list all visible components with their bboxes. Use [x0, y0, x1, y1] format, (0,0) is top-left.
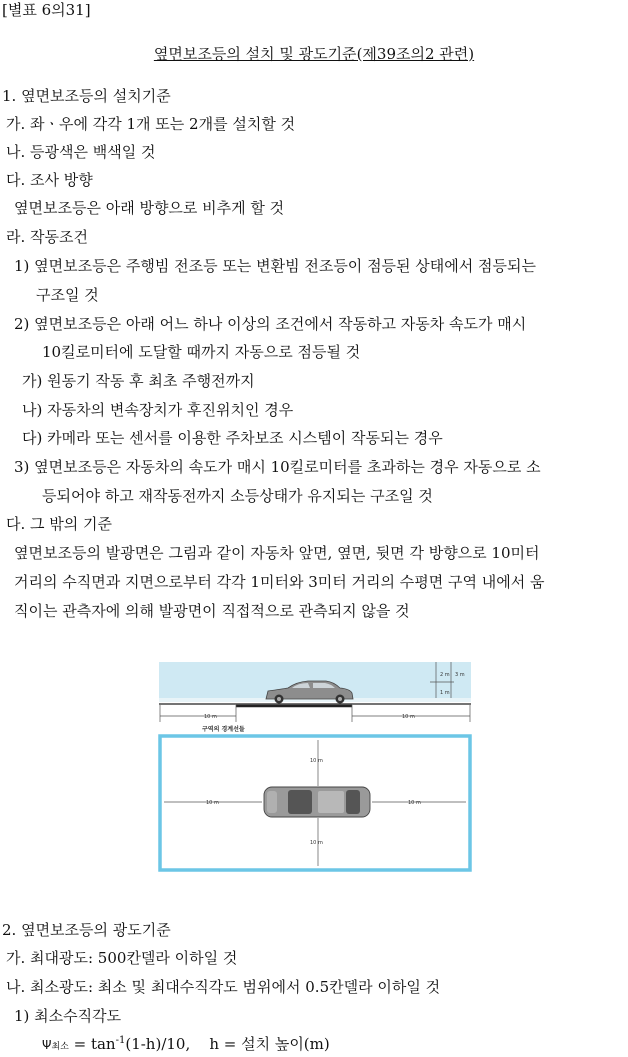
condition-1-line1: 1) 옆면보조등은 주행빔 전조등 또는 변환빔 전조등이 점등된 상태에서 점등되는	[14, 257, 536, 275]
observation-zone-figure	[158, 660, 472, 872]
condition-2-ga: 가) 원동기 작동 후 최초 주행전까지	[22, 372, 255, 390]
condition-1-line2: 구조일 것	[36, 286, 99, 304]
title-sub: (제39조의2 관련)	[356, 45, 475, 63]
label-10m-west: 10 m	[206, 800, 219, 806]
page-title	[0, 44, 628, 64]
condition-3-line2: 등되어야 하고 재작동전까지 소등상태가 유지되는 구조일 것	[42, 487, 433, 505]
condition-3-line1: 3) 옆면보조등은 자동차의 속도가 매시 10킬로미터를 초과하는 경우 자동으로 소	[14, 458, 541, 476]
formula-eq: = tan	[73, 1035, 116, 1053]
condition-2-da: 다) 카메라 또는 센서를 이용한 주차보조 시스템이 작동되는 경우	[22, 429, 443, 447]
boundary-label: 구역의 경계선들	[202, 726, 245, 733]
min-intensity: 나. 최소광도: 최소 및 최대수직각도 범위에서 0.5칸델라 이하일 것	[6, 978, 441, 996]
formula-h: h = 설치 높이(m)	[209, 1035, 330, 1053]
min-vertical-angle: 1) 최소수직각도	[14, 1007, 122, 1025]
other-text-line3: 직이는 관측자에 의해 발광면이 직접적으로 관측되지 않을 것	[14, 602, 410, 620]
label-10m-bottom: 10 m	[310, 840, 323, 846]
max-intensity: 가. 최대광도: 500칸델라 이하일 것	[6, 949, 238, 967]
formula-exp: -1	[115, 1035, 126, 1046]
condition-2-line2: 10킬로미터에 도달할 때까지 자동으로 점등될 것	[42, 343, 361, 361]
label-2m: 2 m	[440, 672, 450, 678]
item-da: 다. 조사 방향	[6, 171, 93, 189]
label-10m-left: 10 m	[204, 714, 217, 720]
item-ga: 가. 좌ㆍ우에 각각 1개 또는 2개를 설치할 것	[6, 115, 296, 133]
label-1m: 1 m	[440, 690, 450, 696]
min-angle-formula	[42, 1034, 330, 1057]
appendix-label: [별표 6의31]	[2, 1, 91, 19]
label-10m-east: 10 m	[408, 800, 421, 806]
label-10m-top: 10 m	[310, 758, 323, 764]
other-text-line1: 옆면보조등의 발광면은 그림과 같이 자동차 앞면, 옆면, 뒷면 각 방향으로 10미터	[14, 544, 540, 562]
other-text-line2: 거리의 수직면과 지면으로부터 각각 1미터와 3미터 거리의 수평면 구역 내에서 움	[14, 573, 545, 591]
item-na: 나. 등광색은 백색일 것	[6, 143, 156, 161]
label-3m: 3 m	[455, 672, 465, 678]
section2-heading: 2. 옆면보조등의 광도기준	[2, 921, 171, 939]
item-da-text: 옆면보조등은 아래 방향으로 비추게 할 것	[14, 199, 285, 217]
item-other: 다. 그 밖의 기준	[6, 515, 113, 533]
condition-2-line1: 2) 옆면보조등은 아래 어느 하나 이상의 조건에서 작동하고 자동차 속도가 매시	[14, 315, 527, 333]
label-10m-right: 10 m	[402, 714, 415, 720]
condition-2-na: 나) 자동차의 변속장치가 후진위치인 경우	[22, 401, 294, 419]
psi-symbol: Ψ최소	[42, 1038, 69, 1052]
car-top-view-icon	[264, 787, 370, 817]
formula-arg: (1-h)/10,	[125, 1035, 191, 1053]
section1-heading: 1. 옆면보조등의 설치기준	[2, 87, 171, 105]
title-main: 옆면보조등의 설치 및 광도기준	[153, 45, 357, 63]
item-ra: 라. 작동조건	[6, 228, 88, 246]
